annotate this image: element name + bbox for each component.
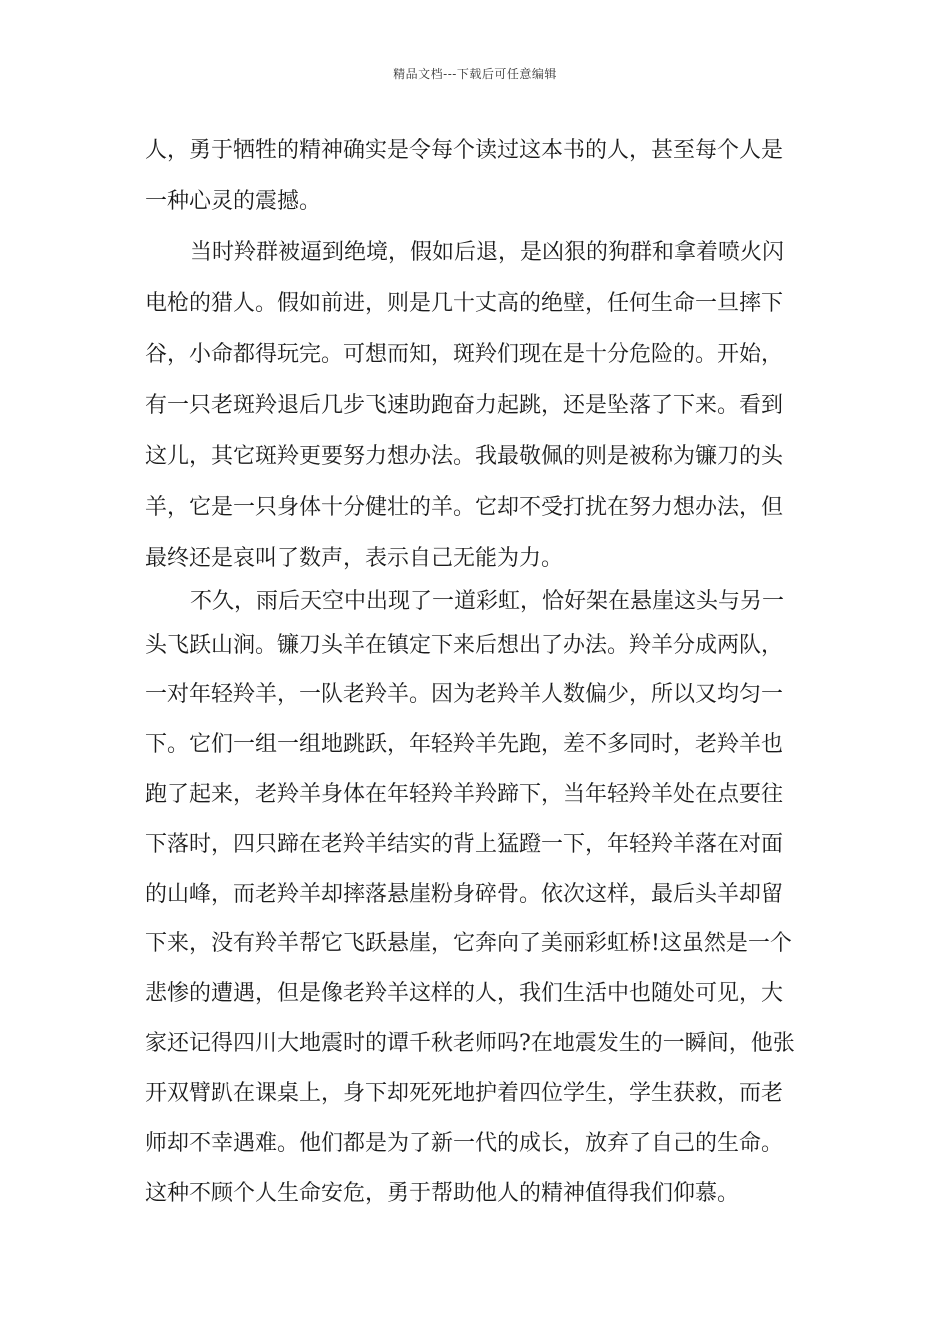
text-line: 开双臂趴在课桌上，身下却死死地护着四位学生，学生获救，而老 xyxy=(145,1081,784,1106)
text-line: 最终还是哀叫了数声，表示自己无能为力。 xyxy=(145,546,564,571)
text-line: 家还记得四川大地震时的谭千秋老师吗?在地震发生的一瞬间，他张 xyxy=(145,1031,795,1056)
text-line: 师却不幸遇难。他们都是为了新一代的成长，放弃了自己的生命。 xyxy=(145,1131,784,1156)
text-line: 下落时，四只蹄在老羚羊结实的背上猛蹬一下，年轻羚羊落在对面 xyxy=(145,832,784,857)
text-line: 悲惨的遭遇，但是像老羚羊这样的人，我们生活中也随处可见，大 xyxy=(145,981,784,1006)
text-line: 下。它们一组一组地跳跃，年轻羚羊先跑，差不多同时，老羚羊也 xyxy=(145,732,784,757)
text-line: 一对年轻羚羊，一队老羚羊。因为老羚羊人数偏少，所以又均匀一 xyxy=(145,682,784,707)
text-line: 不久，雨后天空中出现了一道彩虹，恰好架在悬崖这头与另一 xyxy=(190,589,785,614)
text-line: 当时羚群被逼到绝境，假如后退，是凶狠的狗群和拿着喷火闪 xyxy=(190,240,785,265)
text-line: 跑了起来，老羚羊身体在年轻羚羊羚蹄下，当年轻羚羊处在点要往 xyxy=(145,782,784,807)
text-line: 的山峰，而老羚羊却摔落悬崖粉身碎骨。依次这样，最后头羊却留 xyxy=(145,882,784,907)
text-line: 头飞跃山涧。镰刀头羊在镇定下来后想出了办法。羚羊分成两队， xyxy=(145,633,784,658)
text-line: 有一只老斑羚退后几步飞速助跑奋力起跳，还是坠落了下来。看到 xyxy=(145,393,784,418)
text-line: 人，勇于牺牲的精神确实是令每个读过这本书的人，甚至每个人是 xyxy=(145,138,784,163)
text-line: 下来，没有羚羊帮它飞跃悬崖，它奔向了美丽彩虹桥!这虽然是一个 xyxy=(145,931,792,956)
text-line: 一种心灵的震撼。 xyxy=(145,189,322,214)
text-line: 这种不顾个人生命安危，勇于帮助他人的精神值得我们仰慕。 xyxy=(145,1181,740,1206)
text-line: 电枪的猎人。假如前进，则是几十丈高的绝壁，任何生命一旦摔下 xyxy=(145,291,784,316)
text-line: 谷，小命都得玩完。可想而知，斑羚们现在是十分危险的。开始， xyxy=(145,342,784,367)
page-header: 精品文档---下载后可任意编辑 xyxy=(393,67,557,81)
text-line: 这儿，其它斑羚更要努力想办法。我最敬佩的则是被称为镰刀的头 xyxy=(145,444,784,469)
text-line: 羊，它是一只身体十分健壮的羊。它却不受打扰在努力想办法，但 xyxy=(145,495,784,520)
